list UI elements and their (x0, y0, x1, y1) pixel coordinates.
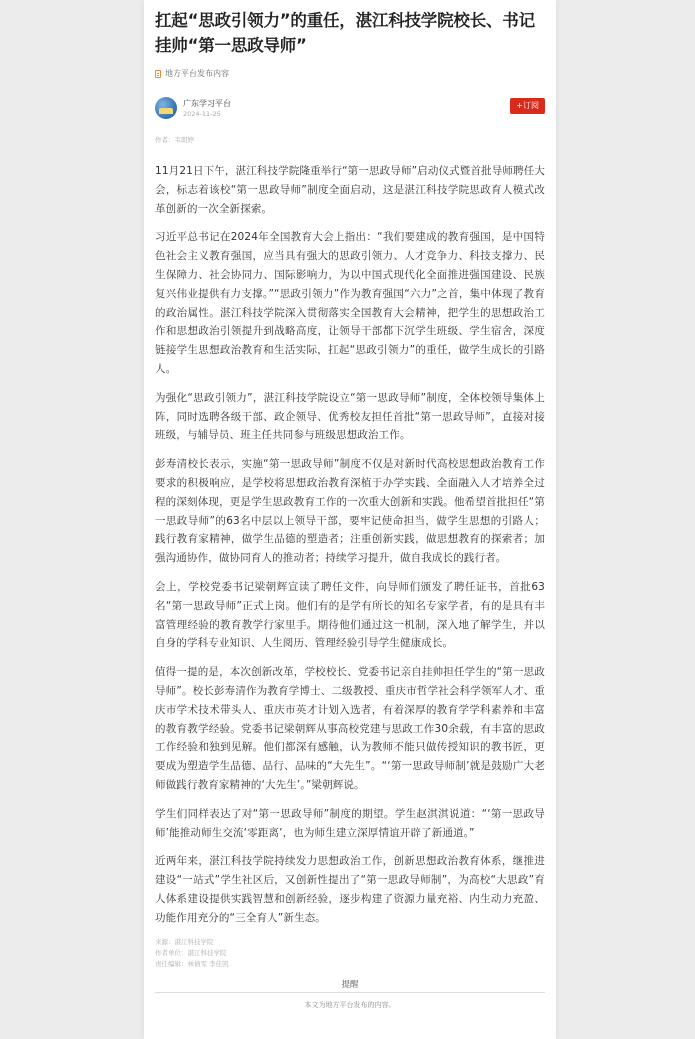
paragraph: 学生们同样表达了对“第一思政导师”制度的期望。学生赵淇淇说道：“‘第一思政导师’能推动师生交流‘零距离’，也为师生建立深厚情谊开辟了新通道。” (155, 807, 545, 839)
paragraph: 会上，学校党委书记梁朝辉宣读了聘任文件，向导师们颁发了聘任证书，首批63名“第一思政导师”正式上岗。他们有的是学有所长的知名专家学者，有的是具有丰富管理经验的教育教学行家里手。期待他们通过这一机制，深入地了解学生，并以自身的学科专业知识、人生阅历、管理经验引导学生健康成长。 (155, 580, 545, 650)
author-row (155, 95, 545, 121)
credits (155, 937, 545, 970)
byline: 作者：韦朗婷 (155, 136, 194, 144)
publisher-tag-label: 地方平台发布内容 (165, 69, 229, 78)
avatar[interactable] (155, 97, 177, 119)
article-body (155, 162, 545, 927)
paragraph: 11月21日下午，湛江科技学院隆重举行“第一思政导师”启动仪式暨首批导师聘任大会，标志着该校“第一思政导师”制度全面启动，这是湛江科技学院思政育人模式改革创新的一次全新探索。 (155, 165, 545, 215)
credit-source: 来源：湛江科技学院 (155, 938, 214, 947)
paragraph: 习近平总书记在2024年全国教育大会上指出：“我们要建成的教育强国，是中国特色社会主义教育强国，应当具有强大的思政引领力、人才竞争力、科技支撑力、民生保障力、社会协同力、国际影响力，为以中国式现代化全面推进强国建设、民族复兴伟业提供有力支撑。”“思政引领力”作为教育强国“六力”之首，集中体现了教育的政治属性。湛江科技学院深入贯彻落实全国教育大会精神，把学生的思想政治工作和思想政治引领提升到战略高度，让领导干部都下沉学生班级、学生宿舍，深度链接学生思想政治教育和生活实际，扛起“思政引领力”的重任，做学生成长的引路人。 (155, 231, 545, 375)
credit-editor: 责任编辑：林倩雯 李佳凯 (155, 960, 229, 969)
divider (155, 992, 545, 993)
article-title: 扛起“思政引领力”的重任，湛江科技学院校长、书记挂帅“第一思政导师” (155, 11, 535, 55)
paragraph: 近两年来，湛江科技学院持续发力思想政治工作，创新思想政治教育体系，继推进建设“一站式”学生社区后，又创新性提出了“第一思政导师制”，为高校“大思政”育人体系建设提供实践智慧和创新经验，逐步构建了资源力量充裕、内生动力充盈、功能作用充分的“三全育人”新生态。 (155, 855, 545, 924)
document-icon (155, 70, 161, 78)
publisher-tag (155, 68, 545, 79)
paragraph: 为强化“思政引领力”，湛江科技学院设立“第一思政导师”制度，全体校领导集体上阵，同时选聘各级干部、政企领导、优秀校友担任首批“第一思政导师”，直接对接班级，与辅导员、班主任共同参与班级思想政治工作。 (155, 391, 545, 442)
subscribe-button[interactable]: +订阅 (510, 98, 545, 114)
paragraph: 值得一提的是，本次创新改革，学校校长、党委书记亲自挂帅担任学生的“第一思政导师”。校长彭寿清作为教育学博士、二级教授、重庆市哲学社会科学领军人才、重庆市学术技术带头人、重庆市英才计划入选者，有着深厚的教育学学科素养和丰富的教育教学经验。党委书记梁朝辉从事高校党建与思政工作30余载，有丰富的思政工作经验和独到见解。他们都深有感触，认为教师不能只做传授知识的教书匠，更要成为塑造学生品德、品行、品味的“大先生”。“‘第一思政导师制’就是鼓励广大老师做践行教育家精神的‘大先生’。”梁朝辉说。 (155, 666, 545, 791)
source-name[interactable]: 广东学习平台 (183, 98, 231, 108)
credit-author-unit: 作者单位：湛江科技学院 (155, 949, 227, 958)
article-page (144, 0, 556, 1039)
note-title: 提醒 (341, 980, 359, 991)
paragraph: 彭寿清校长表示，实施“第一思政导师”制度不仅是对新时代高校思想政治教育工作要求的积极响应，是学校将思想政治教育深植于办学实践、全面融入人才培养全过程的深刻体现，更是学生思政教育工作的一次重大创新和实践。他希望首批担任“第一思政导师”的63名中层以上领导干部，要牢记使命担当，做学生思想的引路人；践行教育家精神，做学生品德的塑造者；注重创新实践，做思想教育的探索者；加强沟通协作，做协同育人的推动者；持续学习提升，做自我成长的践行者。 (155, 458, 545, 565)
author-meta (183, 98, 231, 119)
note-text: 本文为地方平台发布的内容。 (304, 1001, 396, 1010)
publish-date: 2024-11-25 (183, 109, 221, 118)
